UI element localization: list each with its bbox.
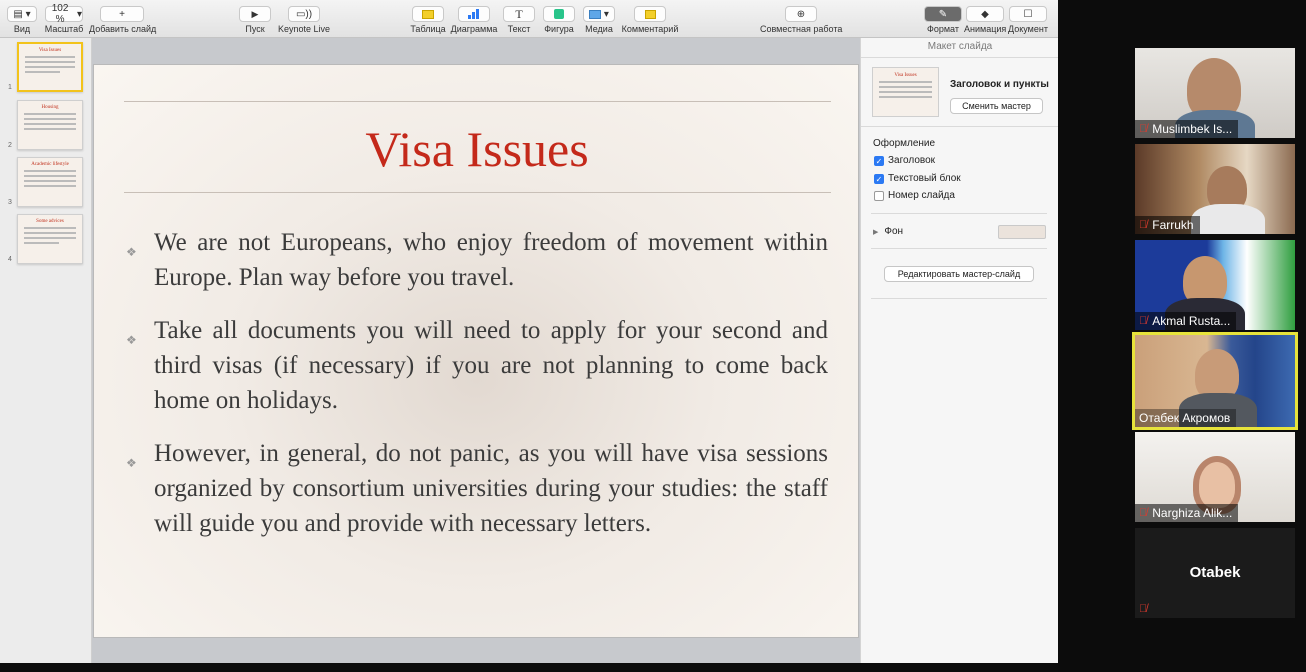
add-slide-label: Добавить слайд: [89, 24, 157, 34]
body-checkbox[interactable]: [874, 173, 961, 184]
participant-name-tag: [1135, 120, 1238, 138]
format-label: Формат: [927, 24, 959, 34]
play-icon: ▶: [239, 6, 271, 22]
inspector-header: Макет слайда: [927, 41, 993, 52]
bullet-list[interactable]: [126, 225, 828, 559]
plus-icon: +: [100, 6, 144, 22]
slide-canvas[interactable]: [92, 38, 860, 663]
muted-mic-icon: 🎙̸: [1139, 315, 1148, 327]
media-button[interactable]: [582, 6, 616, 34]
zoom-select[interactable]: 102 % ▾: [45, 6, 83, 22]
chart-label: Диаграмма: [450, 24, 498, 34]
participant-name-tag: [1135, 216, 1200, 234]
diamond-bullet-icon: ❖: [126, 456, 137, 470]
thumbnail-title: Visa Issues: [38, 48, 62, 53]
shape-label: Фигура: [544, 24, 574, 34]
zoom-value: 102 %: [51, 3, 69, 25]
broadcast-icon: ▭)): [288, 6, 320, 22]
table-label: Таблица: [410, 24, 446, 34]
participant-tile[interactable]: [1135, 48, 1295, 138]
thumbnail-title: Some advices: [36, 219, 64, 224]
participant-name-tag: [1135, 504, 1238, 522]
participant-tile[interactable]: [1135, 432, 1295, 522]
appearance-section-label: Оформление: [873, 138, 936, 149]
title-checkbox[interactable]: [874, 155, 935, 166]
diamond-bullet-icon: ❖: [126, 333, 137, 347]
slide-thumbnail[interactable]: [17, 100, 83, 150]
zoom-tool[interactable]: [44, 3, 84, 34]
thumbnail-title: Academic lifestyle: [31, 162, 69, 167]
participant-name-tag: [1135, 409, 1236, 427]
checkbox-label: Текстовый блок: [888, 173, 961, 184]
bullet-item[interactable]: [126, 225, 828, 295]
thumbnail-title: Housing: [41, 105, 59, 110]
view-label: Вид: [13, 24, 31, 34]
title-bottom-rule: [124, 192, 831, 193]
document-tab[interactable]: [1007, 6, 1049, 34]
muted-mic-icon: 🎙̸: [1139, 507, 1148, 519]
play-label: Пуск: [245, 24, 265, 34]
toolbar: [0, 0, 1058, 38]
paintbrush-icon: ✎: [924, 6, 962, 22]
master-preview: [872, 67, 939, 117]
text-button[interactable]: [502, 6, 536, 34]
participant-name-tag: [1135, 312, 1236, 330]
slide-number: 1: [8, 84, 12, 91]
comment-button[interactable]: [621, 6, 679, 34]
slide-number: 4: [8, 256, 12, 263]
chart-button[interactable]: [450, 6, 498, 34]
slide-thumbnail[interactable]: [17, 157, 83, 207]
animate-label: Анимация: [964, 24, 1007, 34]
view-icon: ▤ ▾: [7, 6, 37, 22]
background-label: Фон: [884, 226, 904, 237]
slide-number-checkbox[interactable]: [874, 190, 955, 201]
participant-tile[interactable]: [1135, 144, 1295, 234]
zoom-label: Масштаб: [44, 24, 84, 34]
slide-thumbnail[interactable]: [17, 214, 83, 264]
add-slide-button[interactable]: [89, 6, 155, 34]
document-label: Документ: [1008, 24, 1048, 34]
document-icon: ☐: [1009, 6, 1047, 22]
participant-name: Farrukh: [1152, 218, 1194, 232]
disclosure-triangle-icon: ▶: [873, 228, 879, 236]
bullet-item[interactable]: [126, 436, 828, 541]
muted-mic-icon: 🎙̸: [1139, 603, 1148, 615]
comment-icon: [634, 6, 666, 22]
checkbox-checked-icon: ✓: [875, 174, 883, 184]
participant-tile[interactable]: [1135, 528, 1295, 618]
checkbox-checked-icon: ✓: [875, 156, 883, 166]
slide-number: 2: [8, 142, 12, 149]
bullet-text: We are not Europeans, who enjoy freedom of movement within Europe. Plan way before you travel.: [154, 229, 828, 291]
collaborate-label: Совместная работа: [760, 24, 843, 34]
chart-icon: [458, 6, 490, 22]
background-color-well[interactable]: [998, 225, 1046, 239]
shape-icon: [543, 6, 575, 22]
view-tool[interactable]: [6, 6, 38, 34]
participant-name: Muslimbek Is...: [1152, 122, 1233, 136]
keynote-live-button[interactable]: [278, 6, 330, 34]
title-top-rule: [124, 101, 831, 102]
table-button[interactable]: [410, 6, 446, 34]
bullet-text: Take all documents you will need to apply for your second and third visas (if necessary) if you are not planning to come back home on holidays.: [154, 317, 828, 414]
collaborate-icon: ⊕: [785, 6, 817, 22]
participant-name: Narghiza Alik...: [1152, 506, 1233, 520]
bullet-item[interactable]: [126, 313, 828, 418]
slide-thumbnail[interactable]: [17, 42, 83, 92]
keynote-live-label: Keynote Live: [278, 24, 331, 34]
text-label: Текст: [507, 24, 531, 34]
master-name: Заголовок и пункты: [950, 79, 1049, 90]
text-icon: T: [503, 6, 535, 22]
collaborate-button[interactable]: [760, 6, 842, 34]
diamond-bullet-icon: ❖: [126, 245, 137, 259]
change-master-button[interactable]: Сменить мастер: [950, 98, 1043, 114]
window-bottom-edge: [0, 663, 1058, 672]
media-icon: ▾: [583, 6, 615, 22]
slide[interactable]: [93, 64, 859, 638]
edit-master-button[interactable]: Редактировать мастер-слайд: [884, 266, 1034, 282]
shape-button[interactable]: [542, 6, 576, 34]
muted-mic-icon: 🎙̸: [1139, 219, 1148, 231]
slide-number: 3: [8, 199, 12, 206]
table-icon: [412, 6, 444, 22]
bullet-text: However, in general, do not panic, as you will have visa sessions organized by consortium universities during your studies: the staff will guide you and provide with necessary letters.: [154, 440, 828, 537]
participant-tile[interactable]: [1135, 240, 1295, 330]
format-tab[interactable]: [923, 6, 963, 34]
media-label: Медиа: [585, 24, 613, 34]
checkbox-label: Номер слайда: [888, 190, 955, 201]
format-inspector: [860, 38, 1058, 663]
participant-name-tag: [1135, 600, 1158, 618]
muted-mic-icon: 🎙̸: [1139, 123, 1148, 135]
play-button[interactable]: [238, 6, 272, 34]
background-disclosure[interactable]: [873, 226, 903, 237]
animate-tab[interactable]: [964, 6, 1006, 34]
slide-navigator: [0, 38, 92, 663]
participant-tile-active-speaker[interactable]: [1132, 332, 1298, 430]
slide-title[interactable]: Visa Issues: [365, 121, 589, 177]
video-gallery: [1058, 0, 1306, 672]
participant-name: Otabek: [1189, 564, 1241, 581]
checkbox-label: Заголовок: [888, 155, 936, 166]
animate-icon: ◆: [966, 6, 1004, 22]
participant-name: Akmal Rusta...: [1152, 314, 1231, 328]
comment-label: Комментарий: [621, 24, 679, 34]
master-preview-title: Visa Issues: [894, 73, 917, 78]
checkbox-unchecked-icon: [874, 191, 884, 201]
participant-name: Отабек Акромов: [1139, 411, 1231, 425]
